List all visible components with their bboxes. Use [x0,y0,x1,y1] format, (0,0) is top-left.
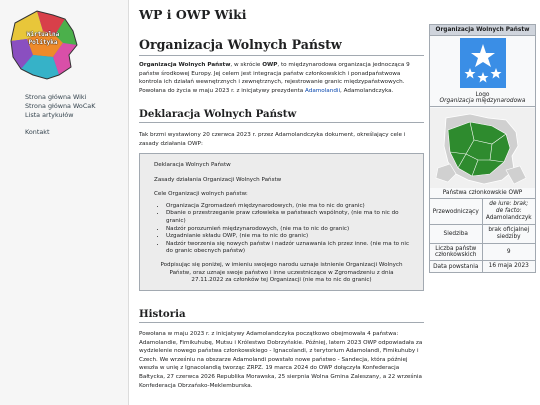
declaration-intro: Tak brzmi wystawiony 20 czerwca 2023 r. przez Adamolandczyka dokument, określający cele i zasady działania OWP: [139,132,406,147]
infobox-map-caption: Państwa członkowskie OWP [442,190,523,196]
site-title: WP i OWP Wiki [139,7,247,22]
owp-flag-icon[interactable] [460,38,506,88]
infobox-row-chair [430,198,535,224]
section-heading-declaration: Deklaracja Wolnych Państw [139,108,424,123]
infobox-map [430,106,535,188]
declaration-goals-list [166,203,409,256]
infobox-logo [430,36,535,91]
intro-paragraph [139,61,424,95]
declaration-title: Deklaracja Wolnych Państw [154,162,231,168]
infobox-row-members [430,243,535,260]
section-heading-history: Historia [139,308,424,323]
nav-item-wiki-home[interactable]: Strona główna Wiki [25,93,87,101]
chair-de-facto: de facto: [495,208,522,214]
row-key: Data powstania [430,261,483,272]
declaration-signature: Podpisując się poniżej, w imieniu swojego narodu uznaje istnienie Organizacji Wolnych Państw, oraz uznaje swoje państwo i inne uczestniczące w Zgromadzeniu z dnia 27.11.2022 za członków tej Organizacji (nie ma to nic do granic) [160,261,403,284]
adamolandia-link[interactable]: Adamolandii [304,87,341,94]
intro-bold-abbr: OWP [262,62,278,68]
list-item: • Nadzór tworzenia się nowych państw i nadzór uznawania ich przez inne. (nie ma to nic do granic obecnych państw) [166,241,409,256]
sidebar-nav [25,93,95,137]
chair-name: Adamolandczyk [485,215,532,221]
logo-caption: Logo [475,92,490,98]
row-value: 9 [506,248,511,255]
row-key: Przewodniczący [430,199,483,224]
declaration-subtitle: Zasady działania Organizacji Wolnych Państw [154,176,282,183]
infobox-row-seat [430,224,535,243]
sidebar [0,0,128,405]
intro-text-1: , w skrócie [230,62,263,68]
logo-text: Wirtualna Polityka [26,31,60,46]
infobox-logo-caption [430,91,535,106]
page-title: Organizacja Wolnych Państw [139,37,424,56]
intro-bold-name: Organizacja Wolnych Państw [139,62,231,68]
logo-caption-type: Organizacja międzynarodowa [439,98,526,104]
row-key: Siedziba [430,225,483,243]
list-item: • Dbanie o przestrzeganie praw człowieka w państwach wspólnoty, (nie ma to nic do granic) [166,210,409,225]
infobox-title: Organizacja Wolnych Państw [430,25,535,36]
row-value: 16 maja 2023 [488,263,529,269]
declaration-goals-header: Cele Organizacji wolnych państw: [154,191,248,198]
list-item: • Nadzór porozumień międzynarodowych, (nie ma to nic do granic) [166,226,409,234]
row-value [483,199,536,224]
infobox-row-founded [430,260,535,272]
row-value: brak oficjalnej siedziby [488,227,530,240]
site-logo[interactable] [3,5,83,83]
row-key: Liczba państw członkowskich [430,244,483,260]
nav-item-wocak-home[interactable]: Strona główna WoCaK [25,102,96,110]
intro-text-3: , Adamolandczyka. [340,87,394,94]
list-item: • Uzgadnianie składu OWP, (nie ma to nic do granic) [166,233,409,241]
intro-text-2: , to międzynarodowa organizacja jednocząca 9 państw środkowej Europy. Jej celem jest integracja państw członkowskich i ponadpaństwowa kontrola ich działań wewnętrznych i zewnętrznych, rejestrowanie granic międzypaństwowych. Powołana do życia w maju 2023 r. z inicjatywy prezydenta [139,62,410,94]
member-states-map-icon[interactable] [430,108,535,188]
history-paragraph: Powołana w maju 2023 r. z inicjatywy Adamolandczyka początkowo obejmowała 4 państwa: Adamolandie, Fimikuhubę, Mutsu i Królestwo Dobrzyńskie. Później, latem 2023 OWP odpowiadała za wydzielenie nowego państwa członkowskiego - Ignacolandi, z terytorium Adamolandi, Fimikuhuby i Czech. We wrześniu na obszarze Adamolandi powstało nowe państwo - Sandecja, która później weszła w unię z Ignacolandią tworząc ZRPZ. 19 marca 2024 do OWP dołączyła Konfederacja Bałtycka, 27 czerwca 2026 Republika Morawska, 25 sierpnia Wolna Gmina Zaleszany, a 22 września Konfederacja Obrzańsko-Meklemburska. [139,331,423,389]
declaration-box [139,153,424,291]
infobox [429,24,536,273]
nav-item-contact[interactable]: Kontakt [25,128,50,136]
chair-de-iure: de iure: brak; [489,201,529,207]
nav-item-article-list[interactable]: Lista artykułów [25,111,74,119]
list-item: • Organizacja Zgromadzeń międzynarodowych, (nie ma to nic do granic) [166,203,409,211]
